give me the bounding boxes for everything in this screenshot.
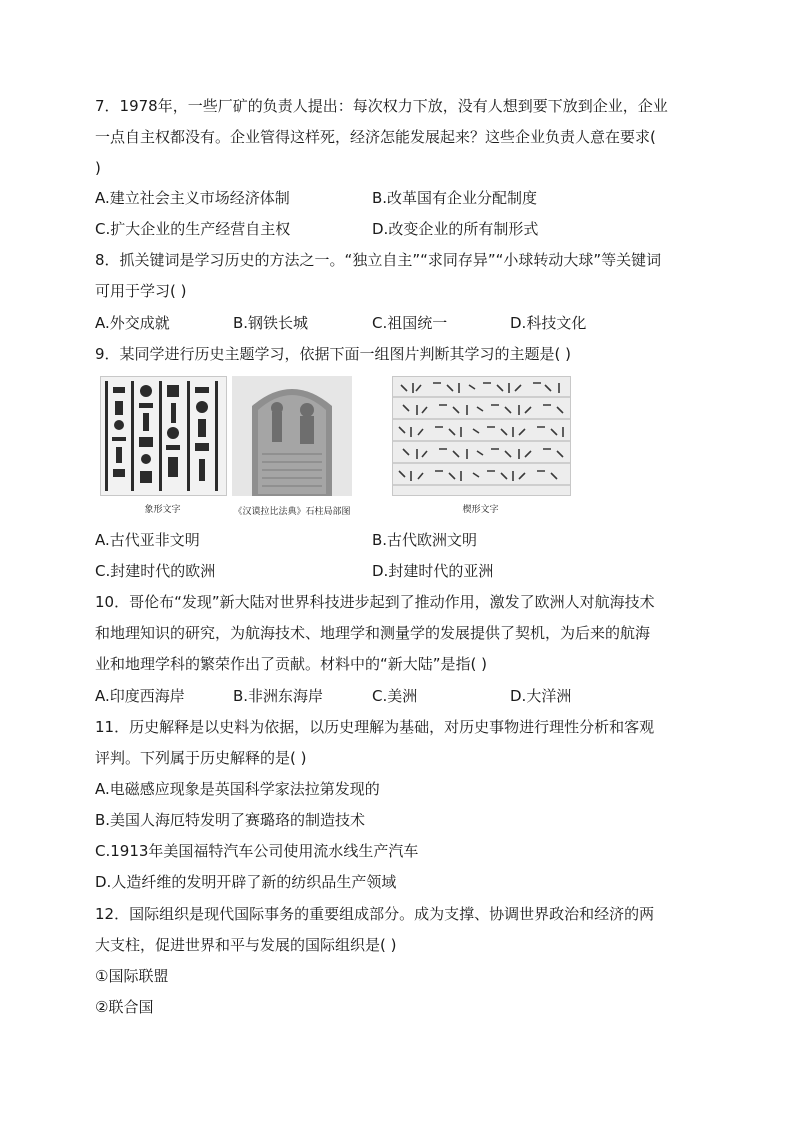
q7-option-a[interactable]: A.建立社会主义市场经济体制 xyxy=(95,189,290,207)
q7-option-d[interactable]: D.改变企业的所有制形式 xyxy=(372,220,539,238)
q11-option-b[interactable]: B.美国人海厄特发明了赛璐珞的制造技术 xyxy=(95,811,366,829)
q10-stem-line2: 和地理知识的研究，为航海技术、地理学和测量学的发展提供了契机，为后来的航海 xyxy=(95,624,651,642)
q11-option-d[interactable]: D.人造纤维的发明开辟了新的纺织品生产领域 xyxy=(95,873,397,891)
q11-option-c[interactable]: C.1913年美国福特汽车公司使用流水线生产汽车 xyxy=(95,842,419,860)
q12-item-2: ②联合国 xyxy=(95,998,154,1016)
hieroglyphs-image xyxy=(100,376,227,496)
q8-stem-line2: 可用于学习( ) xyxy=(95,282,187,300)
cuneiform-glyphs xyxy=(393,377,570,495)
figure-caption-hammurabi: 《汉谟拉比法典》石柱局部图 xyxy=(233,507,351,517)
q8-stem-line1: 8．抓关键词是学习历史的方法之一。“独立自主”“求同存异”“小球转动大球”等关键词 xyxy=(95,251,662,269)
q10-option-a[interactable]: A.印度西海岸 xyxy=(95,687,185,705)
figure-hieroglyphs xyxy=(100,376,227,515)
q12-stem-line2: 大支柱，促进世界和平与发展的国际组织是( ) xyxy=(95,936,397,954)
q10-option-b[interactable]: B.非洲东海岸 xyxy=(233,687,324,705)
q10-stem-line1: 10．哥伦布“发现”新大陆对世界科技进步起到了推动作用，激发了欧洲人对航海技术 xyxy=(95,593,655,611)
q9-option-a[interactable]: A.古代亚非文明 xyxy=(95,531,200,549)
q7-stem-line2: 一点自主权都没有。企业管得这样死，经济怎能发展起来？这些企业负责人意在要求( xyxy=(95,128,656,146)
q8-option-b[interactable]: B.钢铁长城 xyxy=(233,314,309,332)
q9-option-c[interactable]: C.封建时代的欧洲 xyxy=(95,562,216,580)
q9-option-d[interactable]: D.封建时代的亚洲 xyxy=(372,562,494,580)
q11-stem-line2: 评判。下列属于历史解释的是( ) xyxy=(95,749,307,767)
q7-option-b[interactable]: B.改革国有企业分配制度 xyxy=(372,189,538,207)
q9-option-b[interactable]: B.古代欧洲文明 xyxy=(372,531,478,549)
stele-image xyxy=(232,376,352,496)
q8-option-c[interactable]: C.祖国统一 xyxy=(372,314,448,332)
q10-option-d[interactable]: D.大洋洲 xyxy=(510,687,572,705)
figure-caption-cuneiform: 楔形文字 xyxy=(462,505,499,515)
q12-stem-line1: 12．国际组织是现代国际事务的重要组成部分。成为支撑、协调世界政治和经济的两 xyxy=(95,905,655,923)
figure-caption-hieroglyphs: 象形文字 xyxy=(144,505,181,515)
figure-cuneiform xyxy=(392,376,571,515)
q11-option-a[interactable]: A.电磁感应现象是英国科学家法拉第发现的 xyxy=(95,780,380,798)
cuneiform-image xyxy=(392,376,571,496)
q7-stem-line3: ) xyxy=(95,159,101,177)
q8-option-a[interactable]: A.外交成就 xyxy=(95,314,170,332)
stele-drawing xyxy=(232,376,352,496)
q7-option-c[interactable]: C.扩大企业的生产经营自主权 xyxy=(95,220,291,238)
q12-item-1: ①国际联盟 xyxy=(95,967,169,985)
q10-stem-line3: 业和地理学科的繁荣作出了贡献。材料中的“新大陆”是指( ) xyxy=(95,655,488,673)
figure-hammurabi-stele xyxy=(232,376,352,517)
q11-stem-line1: 11．历史解释是以史料为依据，以历史理解为基础，对历史事物进行理性分析和客观 xyxy=(95,718,655,736)
q7-stem-line1: 7．1978年，一些厂矿的负责人提出：每次权力下放，没有人想到要下放到企业，企业 xyxy=(95,97,668,115)
hieroglyphs-glyphs xyxy=(101,377,226,495)
q9-stem-line1: 9．某同学进行历史主题学习，依据下面一组图片判断其学习的主题是( ) xyxy=(95,345,572,363)
q10-option-c[interactable]: C.美洲 xyxy=(372,687,418,705)
q8-option-d[interactable]: D.科技文化 xyxy=(510,314,587,332)
